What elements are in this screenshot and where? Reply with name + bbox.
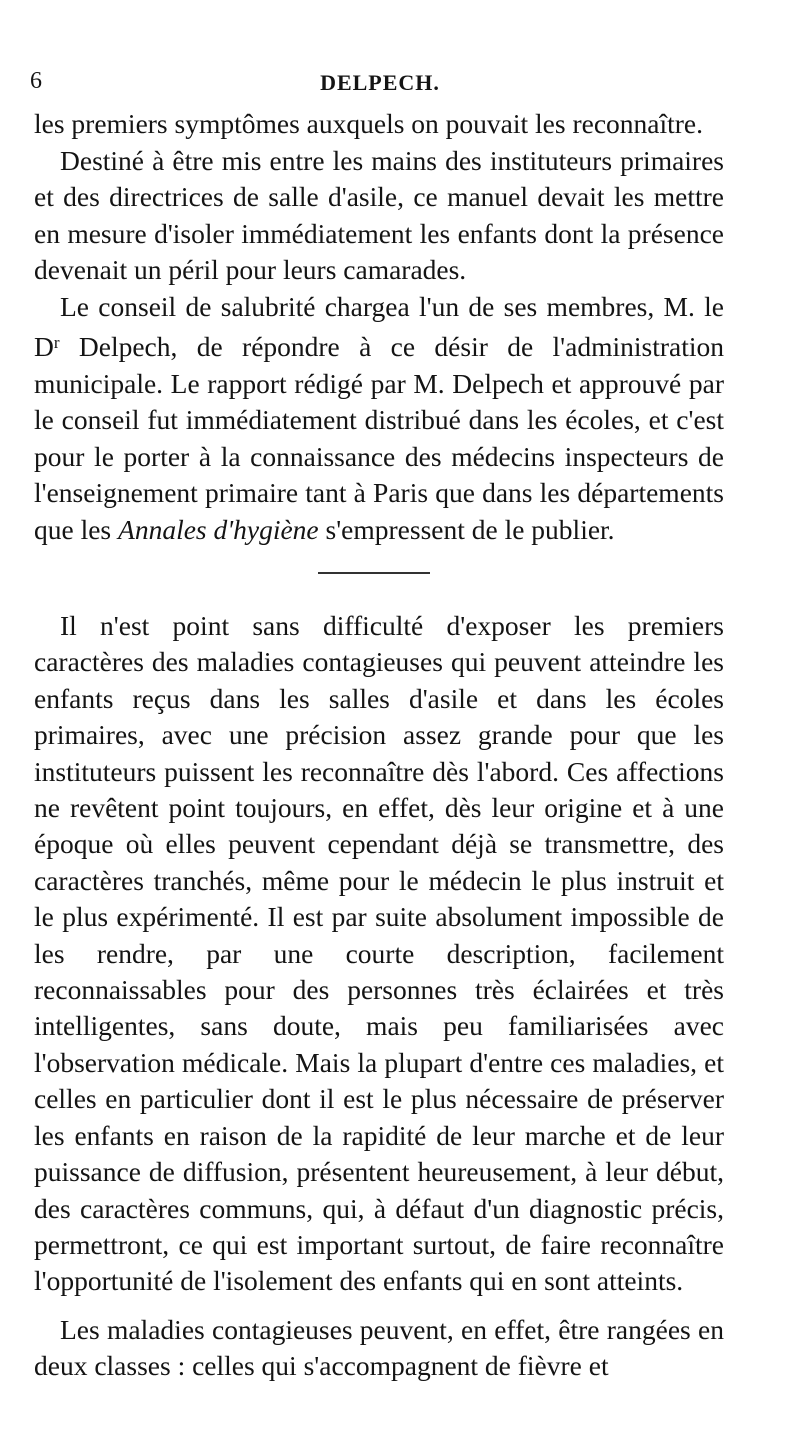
council-text-end: s'empressent de le publier. bbox=[318, 513, 615, 545]
section-separator bbox=[318, 572, 430, 574]
paragraph-manual: Destiné à être mis entre les mains des instituteurs primaires et des directrices de salle d'asile, ce manuel devait les mettre en mesure d'isoler immédiatement les enfants dont la présence devenait un péril pour leurs camarades. bbox=[34, 144, 724, 285]
page-number: 6 bbox=[30, 68, 42, 94]
council-text-start: Le conseil de salubrité chargea l'un de ses membres, M. le D bbox=[34, 290, 724, 362]
doctor-superscript: r bbox=[53, 333, 60, 352]
report-text bbox=[34, 608, 724, 1385]
page-header bbox=[30, 68, 730, 104]
continuation-line: les premiers symptômes auxquels on pouvait les reconnaître. bbox=[34, 108, 703, 139]
paragraph-council bbox=[34, 289, 724, 549]
paragraph-difficulty: Il n'est point sans difficulté d'exposer les premiers caractères des maladies contagieuses qui peuvent atteindre les enfants reçus dans les salles d'asile et dans les écoles primaires, avec une précision assez grande pour que les instituteurs puissent les reconnaître dès l'abord. Ces affections ne revêtent point toujours, en effet, dès leur origine et à une époque où elles peuvent cependant déjà se transmettre, des caractères tranchés, même pour le médecin le plus instruit et le plus expérimenté. Il est par suite absolument impossible de les rendre, par une courte description, facilement reconnaissables pour des personnes très éclairées et très intelligentes, sans doute, mais peu familiarisées avec l'observation médicale. Mais la plupart d'entre ces maladies, et celles en particulier dont il est le plus nécessaire de préserver les enfants en raison de la rapidité de leur marche et de leur puissance de diffusion, présentent heureusement, à leur début, des caractères communs, qui, à défaut d'un diagnostic précis, permettront, ce qui est important surtout, de faire reconnaître l'opportunité de l'isolement des enfants qui en sont atteints. bbox=[34, 610, 724, 1297]
council-text-mid: Delpech, de répondre à ce désir de l'administration municipale. Le rapport rédigé par M. Delpech et approuvé par le conseil fut immédiatement distribué dans les écoles, et c'est pour le porter à la connaissance des médecins inspecteurs de l'enseignement primaire tant à Paris que dans les départements que les bbox=[34, 331, 724, 545]
journal-title: Annales d'hygiène bbox=[118, 513, 319, 545]
paragraph-classes: Les maladies contagieuses peuvent, en effet, être rangées en deux classes : celles qui s'accompagnent de fièvre et bbox=[34, 1313, 724, 1382]
running-head: DELPECH. bbox=[320, 70, 440, 95]
introduction-text bbox=[34, 106, 724, 548]
